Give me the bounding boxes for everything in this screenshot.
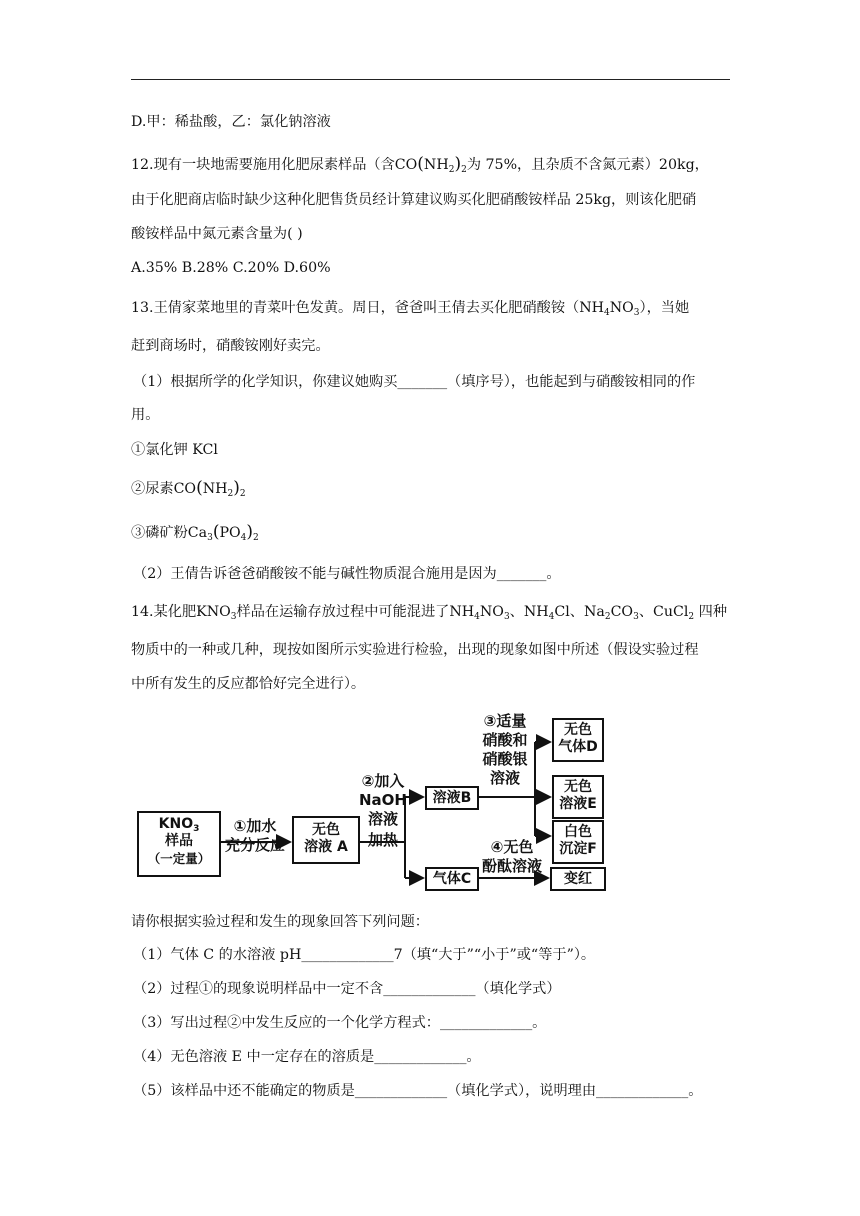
q11-option-d: D.甲：稀盐酸，乙：氯化钠溶液 [131,114,331,130]
q13-option-1: ①氯化钾 KCl [131,442,218,458]
q13-sub1-line-1: （1）根据所学的化学知识，你建议她购买_______（填序号），也能起到与硝酸铵相同的作 [133,374,696,390]
step-1-label: ①加水 充分反应 [224,817,285,854]
q12-line-3: 酸铵样品中氮元素含量为( ) [131,226,303,242]
q13-line-1: 13.王倩家菜地里的青菜叶色发黄。周日，爸爸叫王倩去买化肥硝酸铵$(NH_4NO_3)$，当她 [131,300,690,318]
q13-option-3: ③磷矿粉$Ca_3(PO_4)_2$ [131,522,259,543]
gas-d-box: 无色 气体D [552,718,604,762]
q14-line-1: 14.某化肥$KNO_3$样品在运输存放过程中可能混进了$NH_4NO_3$、$NH_4Cl$、$Na_2CO_3$、CuCl$_2$ 四种 [131,604,728,622]
q14-line-2: 物质中的一种或几种，现按如图所示实验进行检验，出现的现象如图中所述（假设实验过程 [131,642,699,658]
q14-sub-2: （2）过程①的现象说明样品中一定不含_____________（填化学式） [133,981,561,997]
urea-formula: $CO(NH_2)_2$ [394,154,467,175]
q12-options: A.35% B.28% C.20% D.60% [131,260,331,276]
step-3-label: ③适量 硝酸和 硝酸银 溶液 [482,712,528,787]
q14-sub-3: （3）写出过程②中发生反应的一个化学方程式：_____________。 [133,1015,547,1031]
sample-box: $KNO_3$ 样品 （一定量） [137,811,221,877]
q13-sub1-line-2: 用。 [131,407,160,423]
step-2-label: ②加入 NaOH 溶液 加热 [359,772,407,849]
q12-line-1: 12.现有一块地需要施用化肥尿素样品（含$CO(NH_2)_2$为 75%，且杂质不含氮元素）20kg， [131,154,709,175]
solution-e-box: 无色 溶液E [552,775,604,819]
q14-sub-1: （1）气体 C 的水溶液 pH_____________7（填“大于”“小于”或“等于”）。 [133,947,596,963]
q14-line-3: 中所有发生的反应都恰好完全进行）。 [131,676,366,692]
solution-a-box: 无色 溶液 A [292,816,360,864]
q14-sub-4: （4）无色溶液 E 中一定存在的溶质是_____________。 [133,1049,481,1065]
q13-option-2: ②尿素$CO(NH_2)_2$ [131,478,246,499]
q12-line-2: 由于化肥商店临时缺少这种化肥售货员经计算建议购买化肥硝酸铵样品 25kg，则该化肥硝 [131,192,697,208]
q13-sub2: （2）王倩告诉爸爸硝酸铵不能与碱性物质混合施用是因为_______。 [133,566,561,582]
q14-sub-5: （5）该样品中还不能确定的物质是_____________（填化学式），说明理由_____________。 [133,1083,703,1099]
solution-b-box: 溶液B [425,786,479,810]
q13-line-2: 赶到商场时，硝酸铵刚好卖完。 [131,338,330,354]
step-4-label: ④无色 酚酞溶液 [481,838,542,875]
gas-c-box: 气体C [425,867,479,891]
turns-red-box: 变红 [550,867,606,891]
precipitate-f-box: 白色 沉淀F [552,820,604,864]
q14-intro: 请你根据实验过程和发生的现象回答下列问题： [131,914,429,930]
ammonium-nitrate-formula: $NH_4NO_3$ [579,300,640,318]
